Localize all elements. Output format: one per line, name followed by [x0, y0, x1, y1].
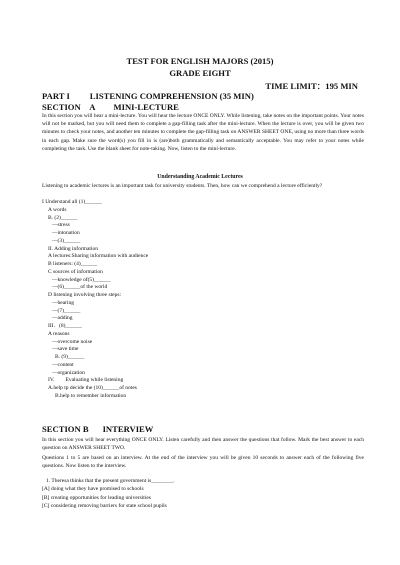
section-a-title: MINI-LECTURE: [113, 102, 179, 112]
outline-line: —stress: [52, 222, 70, 229]
outline-line: C sources of information: [48, 268, 103, 275]
section-b-title: INTERVIEW: [102, 424, 154, 434]
outline-line: —knowledge of(5)______: [52, 276, 111, 283]
section-b-heading: [42, 424, 153, 434]
time-limit: TIME LIMIT：195 MIN: [265, 81, 358, 91]
outline-line: —content: [52, 361, 74, 368]
outline-line: A lectures:Sharing information with audience: [48, 253, 149, 260]
lecture-outline: [42, 199, 364, 401]
section-b-instructions: In this section you will hear everything ONCE ONLY. Listen carefully and then answer the questions that follow. Mark the best answer to each question on ANSWER SHEET TWO.: [42, 437, 364, 452]
outline-line: B. (2)______: [48, 214, 78, 221]
part-label: PART I: [42, 91, 70, 101]
answer-option: [B] creating opportunities for leading universities: [42, 494, 151, 501]
outline-line: B.help to remember information: [55, 392, 127, 399]
outline-line: I Understand all (1)______: [42, 199, 102, 205]
lecture-title: Understanding Academic Lectures: [157, 174, 243, 180]
question-list: [42, 477, 364, 510]
outline-line: IV. Evaluating while listening: [48, 377, 124, 384]
lecture-intro: Listening to academic lectures is an important task for university students. Then, how can we comprehend a lecture efficiently?: [42, 183, 323, 189]
outline-line: A reasons: [48, 330, 70, 337]
outline-line: —(3)______: [52, 237, 81, 244]
outline-line: B. (9)______: [55, 354, 85, 360]
section-a-label: SECTION A: [42, 102, 96, 112]
question-stem: 1. Theresa thinks that the present government is________.: [46, 478, 175, 484]
exam-title: TEST FOR ENGLISH MAJORS (2015): [126, 56, 274, 66]
outline-line: —overcome noise: [52, 338, 93, 345]
outline-line: A.help tp decide the (10)______of notes: [48, 385, 137, 391]
outline-line: D listening involving three steps:: [48, 292, 122, 298]
questions-intro: Questions 1 to 5 are based on an interview. At the end of the interview you will be given 10 seconds to answer each of the following five questions. Now listen to the interview.: [42, 455, 364, 470]
outline-line: II. Adding information: [48, 245, 98, 252]
outline-line: —adding: [52, 315, 73, 322]
outline-line: —intonation: [52, 230, 80, 236]
outline-line: —(7)______: [52, 307, 81, 314]
outline-line: —(6)______of the world: [52, 284, 108, 291]
outline-line: —hearing: [52, 299, 74, 306]
section-b-label: SECTION B: [42, 424, 89, 434]
outline-line: A words: [48, 206, 67, 213]
part-title: LISTENING COMPREHENSION (35 MIN): [89, 91, 254, 101]
answer-option: [C] considering removing barriers for state school pupils: [42, 502, 167, 509]
answer-option: [A] doing what they have promised to schools: [42, 486, 144, 493]
part-heading: [42, 91, 372, 101]
exam-grade: GRADE EIGHT: [169, 68, 231, 78]
outline-line: B listeners: (4)______: [48, 261, 98, 267]
outline-line: —organization: [52, 369, 85, 376]
outline-line: III．(8)______: [48, 323, 82, 329]
outline-line: —save time: [52, 346, 79, 353]
section-a-instructions: In this section you will hear a mini-lecture. You will hear the lecture ONCE ONLY. While listening, take notes on the important points. Your notes will not be marked, but you will need them to complete a gap-filling task after the mini-lecture. When the lecture is over, you will be given two minutes to check your notes, and another ten minutes to complete the gap-filling task on ANSWER SHEET ONE, using no more than three words in each gap. Make sure the word(s) you fill in is (are)both grammatically and semantically acceptable. You may refer to your notes while completing the task. Use the blank sheet for note-taking. Now, listen to the mini-lecture.: [42, 113, 364, 152]
